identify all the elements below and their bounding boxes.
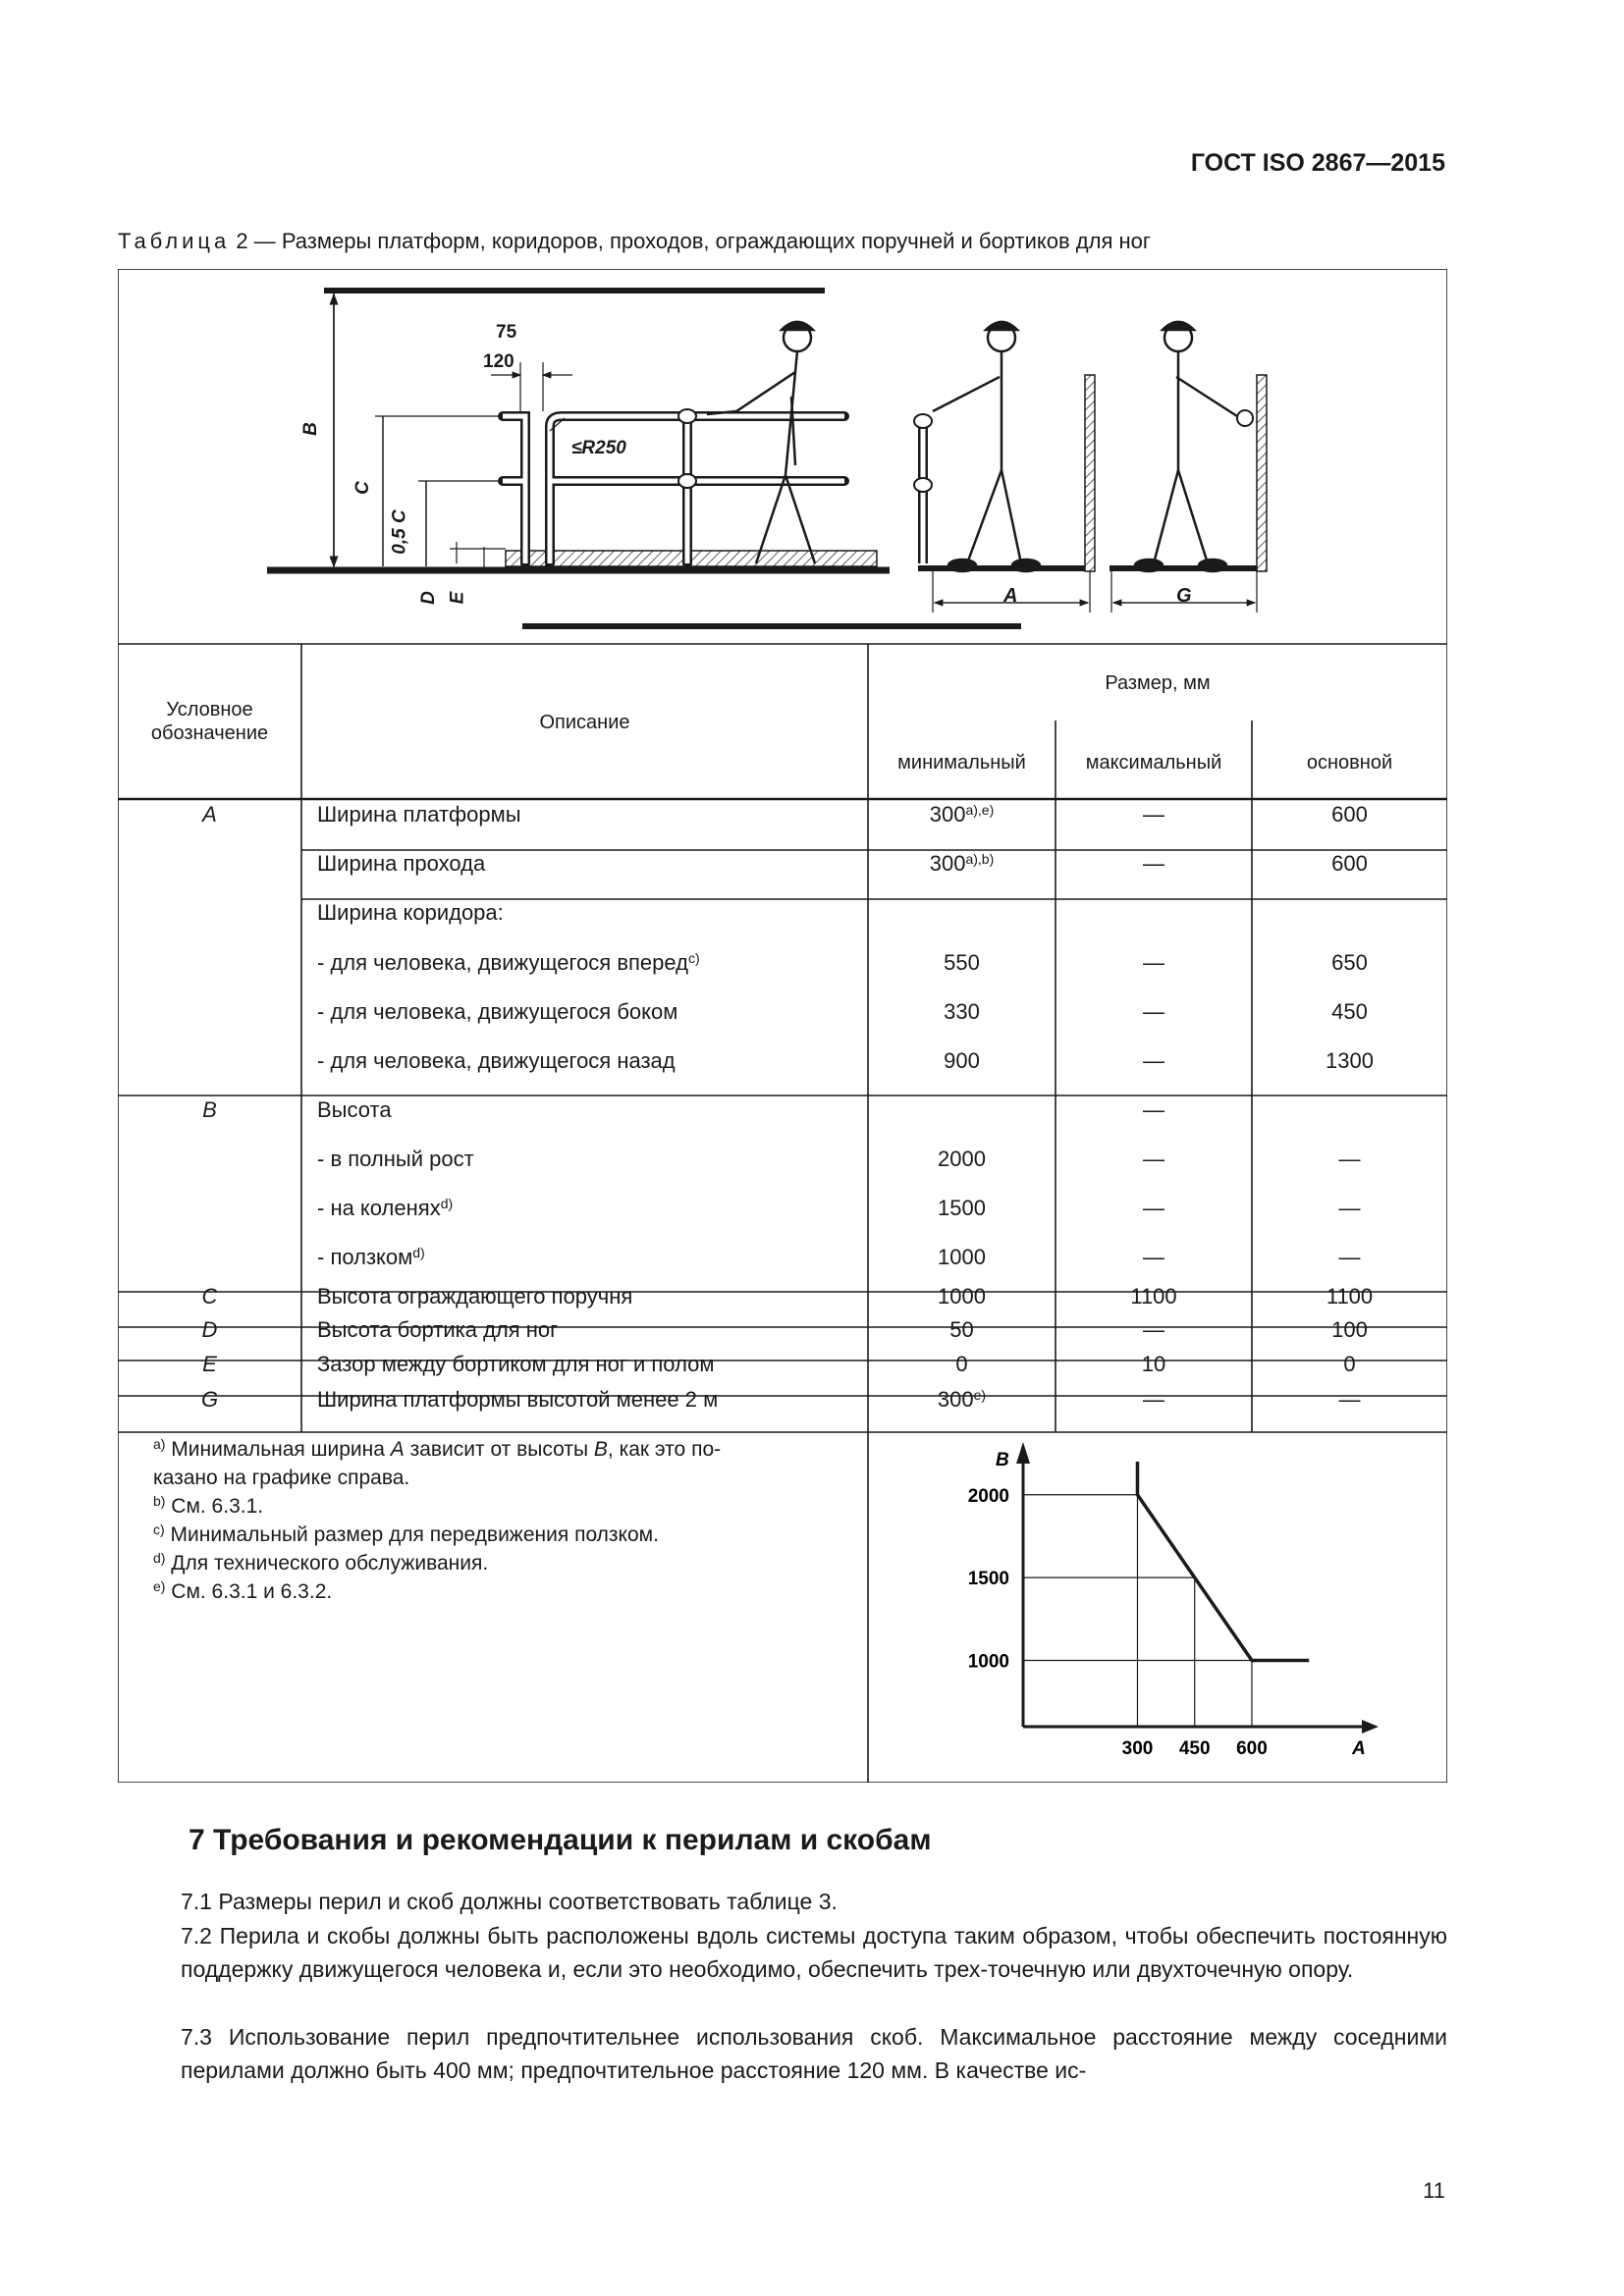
cell-description: Высота ограждающего поручня [317, 1284, 633, 1308]
col-symbol-header: Условное обозначение [150, 699, 269, 744]
cell-description: - для человека, движущегося вперед$^{c)}$ [317, 950, 700, 975]
table-caption [118, 229, 1151, 254]
cell-symbol: D [201, 1317, 218, 1342]
col-basic-header: основной [1306, 752, 1393, 774]
cell-max: — [1143, 851, 1164, 876]
cell-min: 300$^{e)}$ [937, 1387, 987, 1412]
y-tick-label: 1500 [967, 1569, 1009, 1590]
x-tick-label: 450 [1178, 1738, 1211, 1759]
cell-max: — [1143, 1048, 1164, 1073]
cell-basic: 1300 [1326, 1048, 1374, 1073]
cell-basic: 600 [1331, 802, 1368, 827]
col-size-header: Размер, мм [1105, 672, 1211, 694]
cell-min: 1500 [938, 1196, 986, 1220]
dim-75-label: 75 [496, 322, 517, 343]
cell-description: - на коленях$^{d)}$ [317, 1196, 454, 1220]
cell-description: - ползком$^{d)}$ [317, 1245, 425, 1269]
label-B: B [299, 422, 321, 436]
x-axis-arrow [1362, 1720, 1379, 1734]
footnote-a: $^{a)}$ Минимальная ширина A зависит от высоты B, как это по- [153, 1436, 722, 1461]
dim-120-label: 120 [483, 351, 514, 372]
x-tick-label: 300 [1121, 1738, 1154, 1759]
cell-min: 50 [949, 1317, 974, 1342]
cell-description: Ширина платформы [317, 802, 521, 827]
cell-max: — [1143, 1147, 1164, 1171]
caption-label: Таблица [118, 229, 231, 253]
cell-basic: 600 [1331, 851, 1368, 876]
cell-symbol: A [202, 802, 217, 827]
col-max-header: максимальный [1085, 752, 1222, 774]
cell-description: - для человека, движущегося назад [317, 1048, 676, 1073]
cell-min: 550 [944, 950, 980, 975]
cell-description: Высота [317, 1097, 392, 1122]
cell-basic: 100 [1331, 1317, 1368, 1342]
footnotes [153, 1435, 860, 1606]
cell-description: Ширина платформы высотой менее 2 м [317, 1387, 719, 1412]
label-05C: 0,5 C [389, 509, 410, 555]
y-tick-label: 1000 [967, 1651, 1009, 1673]
platform-figure [118, 269, 1447, 644]
cell-min: 330 [944, 999, 980, 1024]
cell-basic: 650 [1331, 950, 1368, 975]
cell-basic: 450 [1331, 999, 1368, 1024]
section-7-title: 7 Требования и рекомендации к перилам и скобам [189, 1824, 932, 1856]
cell-min: 1000 [938, 1284, 986, 1308]
y-axis-arrow [1016, 1442, 1030, 1464]
footnote-a-cont: казано на графике справа. [153, 1467, 410, 1489]
label-D: D [417, 591, 439, 605]
cell-basic: — [1338, 1196, 1361, 1220]
cell-basic: 0 [1343, 1352, 1356, 1376]
cell-max: — [1143, 1317, 1164, 1342]
cell-basic: — [1338, 1245, 1361, 1269]
paragraph-7-2: 7.2 Перила и скобы должны быть расположены вдоль системы доступа таким образом, чтобы обеспечить постоянную поддержку движущегося человека и, если это необходимо, обеспечить трех-точечную или двухточечную опору. [181, 1923, 1447, 1982]
col-description-header: Описание [539, 712, 630, 733]
cell-symbol: E [202, 1352, 217, 1376]
cell-min: 1000 [938, 1245, 986, 1269]
y-axis-label: B [996, 1450, 1009, 1470]
cell-max: 1100 [1130, 1284, 1177, 1308]
cell-max: — [1143, 999, 1164, 1024]
x-tick-label: 600 [1236, 1738, 1268, 1759]
cell-description: - для человека, движущегося боком [317, 999, 678, 1024]
paragraph-7-3: 7.3 Использование перил предпочтительнее использования скоб. Максимальное расстояние между соседними перилами должно быть 400 мм; предпочтительное расстояние 120 мм. В качестве ис- [181, 2024, 1447, 2083]
paragraph-7-1: 7.1 Размеры перил и скоб должны соответствовать таблице 3. [181, 1889, 838, 1914]
dimensions-table [118, 269, 1447, 1783]
cell-symbol: B [202, 1097, 217, 1122]
cell-max: — [1143, 802, 1164, 827]
cell-basic: — [1338, 1387, 1361, 1412]
x-axis-label: A [1352, 1738, 1366, 1759]
width-height-chart [868, 1432, 1447, 1783]
cell-basic: — [1338, 1147, 1361, 1171]
cell-description: Ширина коридора: [317, 900, 504, 925]
page-number: 11 [1423, 2178, 1445, 2203]
label-G: G [1176, 585, 1192, 607]
cell-max: — [1143, 1387, 1164, 1412]
y-tick-label: 2000 [967, 1485, 1009, 1507]
cell-description: Ширина прохода [317, 851, 486, 876]
cell-symbol: G [200, 1387, 219, 1412]
document-header: ГОСТ ISO 2867—2015 [1190, 149, 1445, 177]
cell-symbol: C [201, 1284, 218, 1308]
cell-description: Зазор между бортиком для ног и полом [317, 1352, 715, 1376]
footnote-e: $^{e)}$ См. 6.3.1 и 6.3.2. [153, 1578, 333, 1603]
label-C: C [352, 481, 373, 495]
radius-label: ≤R250 [571, 438, 626, 458]
label-A: A [1003, 585, 1018, 607]
footnote-b: $^{b)}$ См. 6.3.1. [153, 1493, 264, 1518]
caption-text: 2 — Размеры платформ, коридоров, проходов, ограждающих поручней и бортиков для ног [236, 229, 1151, 253]
cell-min: $300^{a),b)}$ [929, 851, 995, 876]
cell-min: $300^{a),e)}$ [929, 802, 995, 827]
label-E: E [447, 591, 468, 605]
cell-max: — [1143, 1196, 1164, 1220]
cell-max: — [1143, 950, 1164, 975]
cell-description: Высота бортика для ног [317, 1317, 559, 1342]
footnote-c: $^{c)}$ Минимальный размер для передвижения ползком. [153, 1522, 659, 1546]
cell-basic: 1100 [1326, 1284, 1374, 1308]
cell-description: - в полный рост [317, 1147, 474, 1171]
series-line [1137, 1462, 1309, 1661]
cell-max: — [1143, 1097, 1164, 1122]
cell-max: 10 [1141, 1352, 1166, 1376]
cell-min: 2000 [938, 1147, 986, 1171]
cell-min: 0 [955, 1352, 968, 1376]
cell-min: 900 [944, 1048, 980, 1073]
cell-max: — [1143, 1245, 1164, 1269]
col-min-header: минимальный [897, 752, 1026, 774]
footnote-d: $^{d)}$ Для технического обслуживания. [153, 1550, 489, 1575]
